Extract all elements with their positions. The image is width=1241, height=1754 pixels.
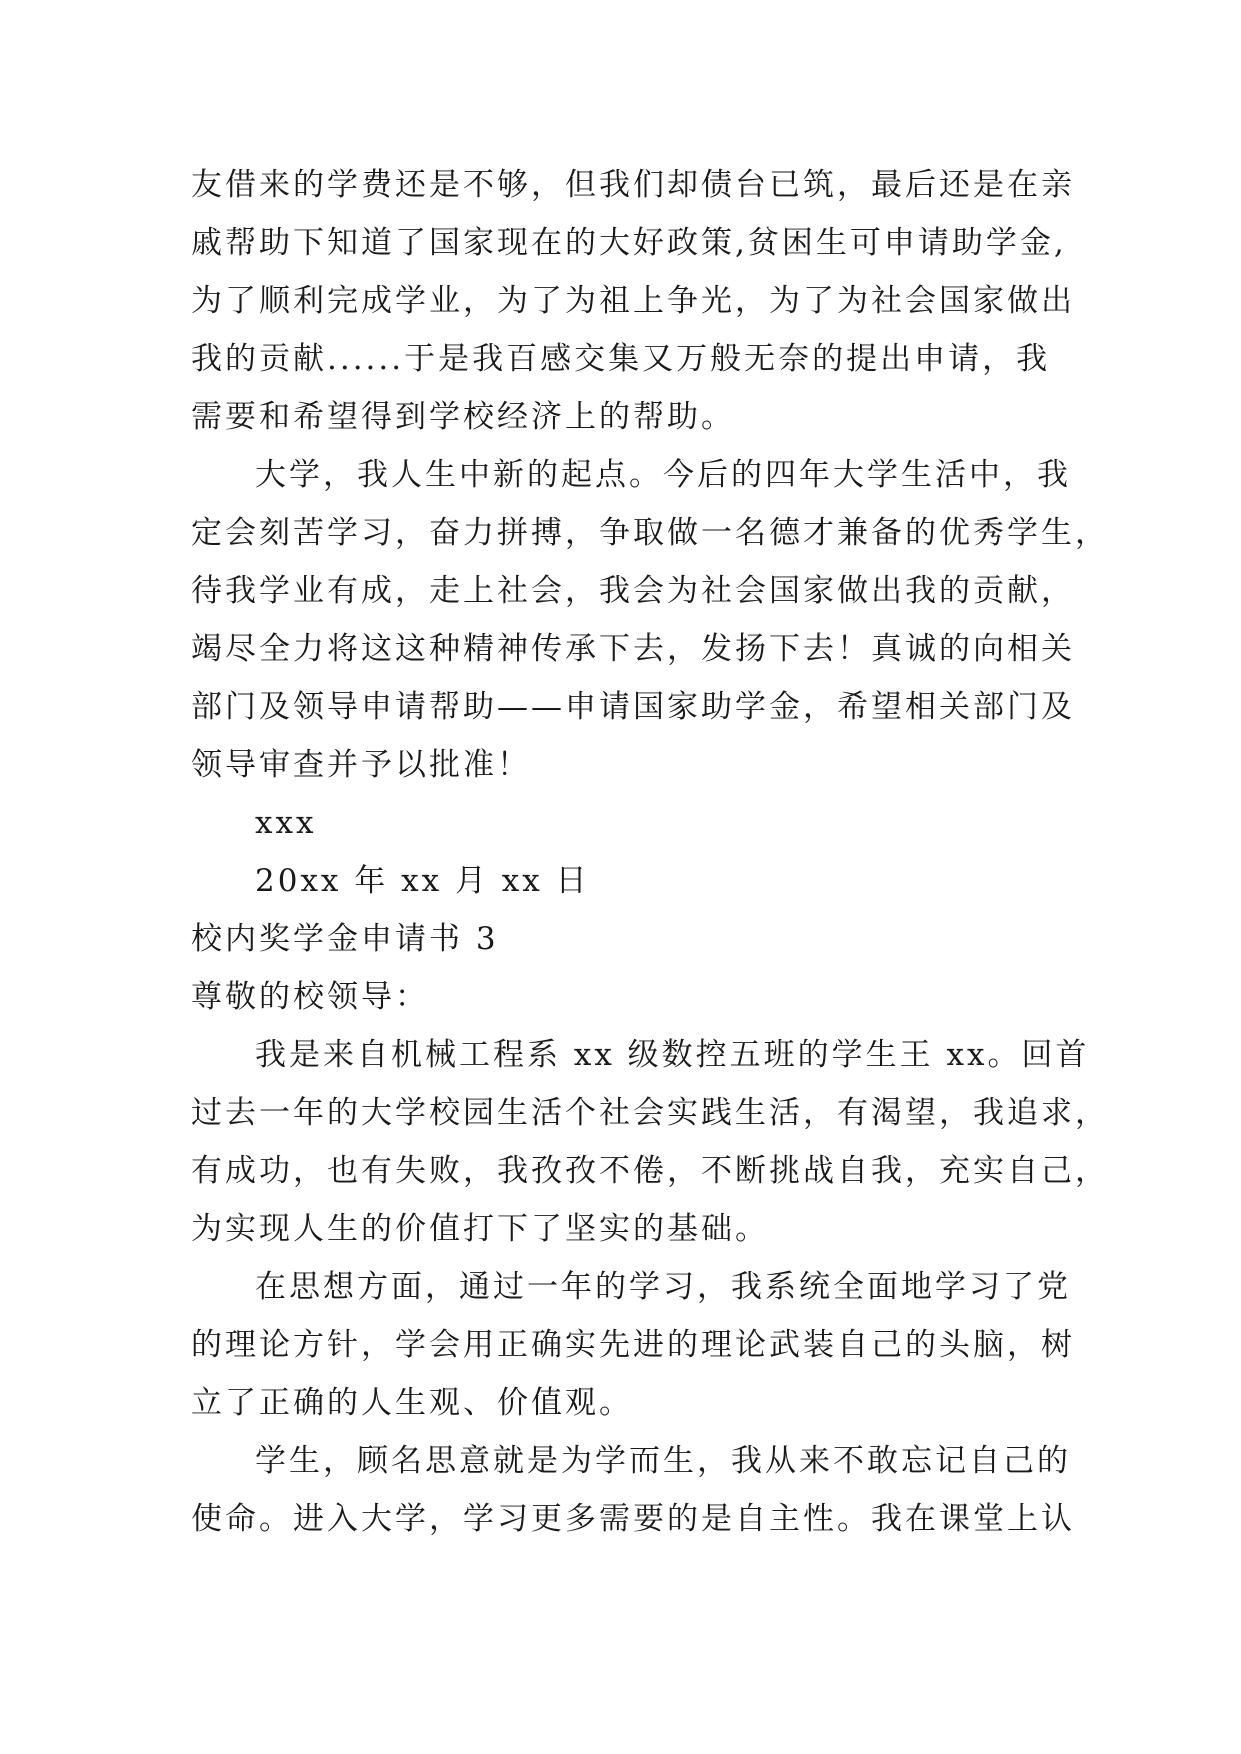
paragraph-start-line: 大学，我人生中新的起点。今后的四年大学生活中，我 [255,457,1071,493]
paragraph-start-line: 在思想方面，通过一年的学习，我系统全面地学习了党 [255,1269,1071,1305]
salutation: 尊敬的校领导： [191,979,429,1015]
text-line: 过去一年的大学校园生活个社会实践生活，有渴望，我追求， [191,1095,1109,1131]
text-line: 待我学业有成，走上社会，我会为社会国家做出我的贡献， [191,573,1075,609]
text-line: 部门及领导申请帮助——申请国家助学金，希望相关部门及 [191,689,1075,725]
document-body [191,156,1109,1548]
text-line: 我的贡献......于是我百感交集又万般无奈的提出申请，我 [191,341,1051,377]
text-line: 领导审查并予以批准！ [191,747,531,783]
text-line: 使命。进入大学，学习更多需要的是自主性。我在课堂上认 [191,1501,1075,1537]
text-line: 戚帮助下知道了国家现在的大好政策,贫困生可申请助学金, [191,225,1067,261]
text-line: 的理论方针，学会用正确实先进的理论武装自己的头脑，树 [191,1327,1075,1363]
text-line: 需要和希望得到学校经济上的帮助。 [191,399,735,435]
signature-name: xxx [255,805,317,841]
text-line: 有成功，也有失败，我孜孜不倦，不断挑战自我，充实自己， [191,1153,1109,1189]
section-title: 校内奖学金申请书 3 [191,921,499,957]
text-line: 立了正确的人生观、价值观。 [191,1385,633,1421]
paragraph-start-line: 我是来自机械工程系 xx 级数控五班的学生王 xx。回首 [255,1037,1090,1073]
text-line: 为实现人生的价值打下了坚实的基础。 [191,1211,769,1247]
text-line: 为了顺利完成学业，为了为祖上争光，为了为社会国家做出 [191,283,1075,319]
paragraph-start-line: 学生，顾名思意就是为学而生，我从来不敢忘记自己的 [255,1443,1071,1479]
text-line: 友借来的学费还是不够，但我们却债台已筑，最后还是在亲 [191,167,1075,203]
signature-date: 20xx 年 xx 月 xx 日 [255,863,590,899]
text-line: 竭尽全力将这这种精神传承下去，发扬下去！真诚的向相关 [191,631,1075,667]
text-line: 定会刻苦学习，奋力拼搏，争取做一名德才兼备的优秀学生， [191,515,1109,551]
